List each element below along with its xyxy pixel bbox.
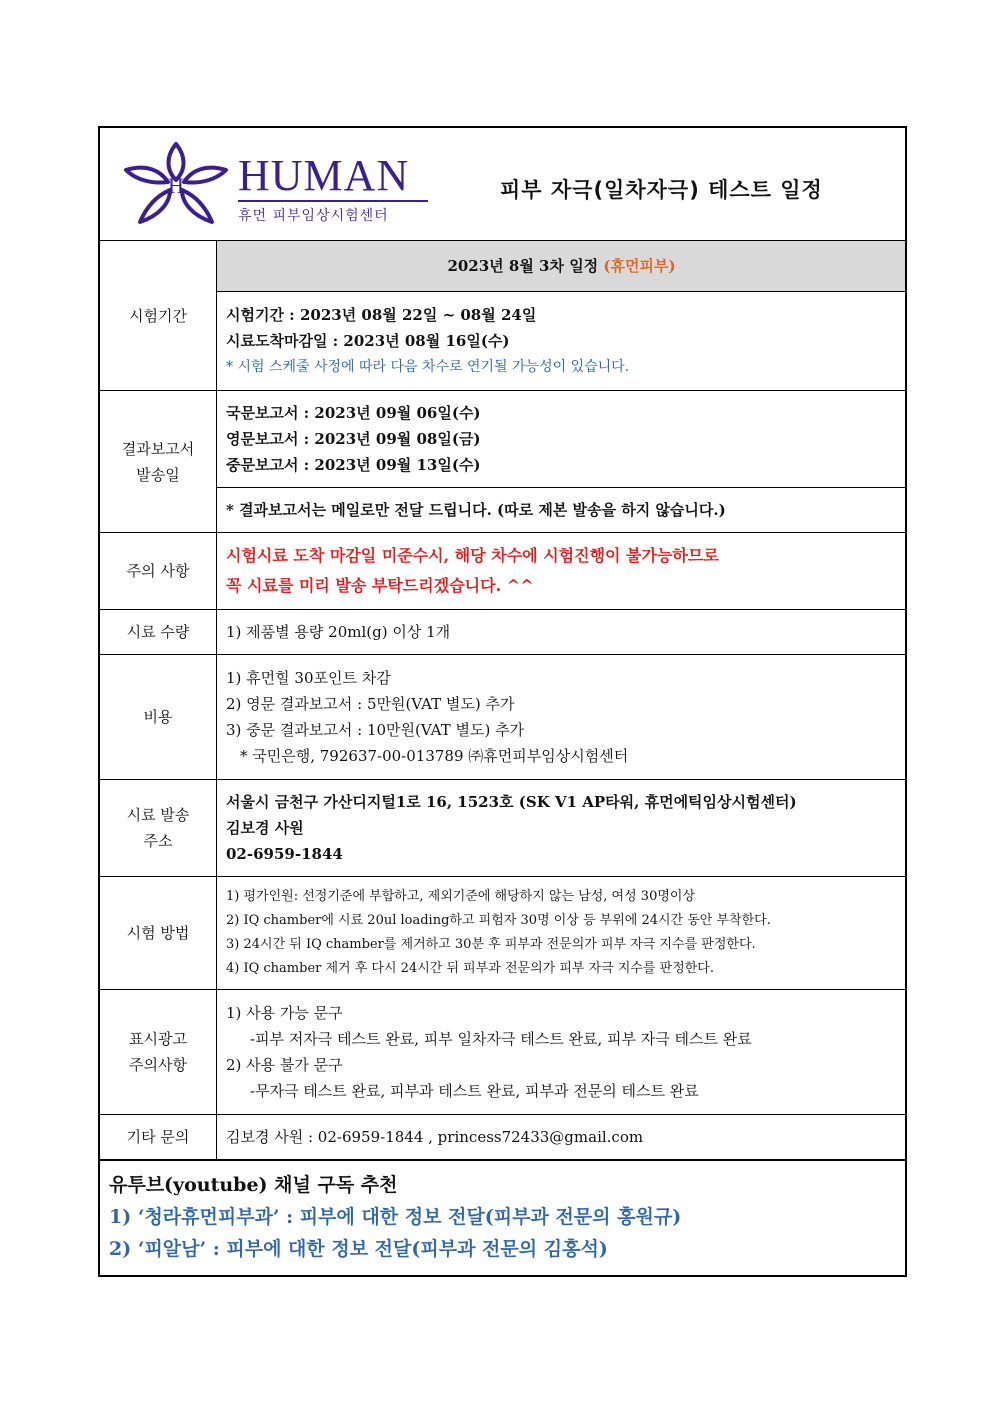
label-line: 결과보고서 (121, 439, 195, 458)
table-row (100, 533, 905, 610)
banner-highlight: (휴먼피부) (603, 257, 676, 275)
address-street: 서울시 금천구 가산디지털1로 16, 1523호 (SK V1 AP타워, 휴먼에틱임상시험센터) (226, 793, 797, 811)
ad-guidelines (217, 990, 906, 1115)
table-row (100, 610, 905, 655)
label-line: 시료 발송 (126, 806, 190, 824)
schedule-table (100, 241, 905, 1160)
brand-block (238, 151, 428, 225)
label-line: 발송일 (136, 465, 180, 484)
row-label: 시료 수량 (100, 610, 217, 655)
list-item: 2) 영문 결과보고서 : 5만원(VAT 별도) 추가 (226, 695, 515, 713)
row-label (100, 990, 217, 1115)
row-label (100, 780, 217, 877)
banner-text: 2023년 8월 3차 일정 (447, 257, 604, 275)
address-person: 김보경 사원 (226, 819, 304, 837)
caution-text (217, 533, 906, 610)
report-korean: 국문보고서 : 2023년 09월 06일(수) (226, 404, 481, 422)
sample-deadline: 시료도착마감일 : 2023년 08월 16일(수) (226, 332, 510, 350)
row-label: 기타 문의 (100, 1115, 217, 1160)
youtube-recommendation (100, 1160, 905, 1275)
allowed-title: 1) 사용 가능 문구 (226, 1004, 343, 1022)
caution-line: 시험시료 도착 마감일 미준수시, 해당 차수에 시험진행이 불가능하므로 (226, 546, 719, 565)
document-sheet (98, 126, 907, 1277)
report-note: * 결과보고서는 메일로만 전달 드립니다. (따로 제본 발송을 하지 않습니다.) (217, 488, 906, 533)
table-row (100, 1115, 905, 1160)
list-item: 1) 평가인원: 선정기준에 부합하고, 제외기준에 해당하지 않는 남성, 여성 30명이상 (226, 889, 696, 904)
list-item: 2) IQ chamber에 시료 20ul loading하고 피험자 30명 이상 등 부위에 24시간 동안 부착한다. (226, 913, 771, 928)
forbidden-title: 2) 사용 불가 문구 (226, 1056, 343, 1074)
bank-account: * 국민은행, 792637-00-013789 ㈜휴먼피부임상시험센터 (240, 747, 629, 765)
list-item: 4) IQ chamber 제거 후 다시 24시간 뒤 피부과 전문의가 피부 자극 지수를 판정한다. (226, 961, 714, 976)
row-label: 비용 (100, 655, 217, 780)
shipping-address (217, 780, 906, 877)
youtube-channel: 2) ‘피알남’ : 피부에 대한 정보 전달(피부과 전문의 김홍석) (109, 1238, 608, 1260)
row-label: 주의 사항 (100, 533, 217, 610)
row-label: 시험기간 (100, 241, 217, 391)
flower-logo-icon (122, 140, 230, 226)
label-line: 표시광고 (129, 1030, 187, 1048)
row-label (100, 391, 217, 533)
table-row (100, 241, 905, 292)
forbidden-phrases: -무자극 테스트 완료, 피부과 테스트 완료, 피부과 전문의 테스트 완료 (250, 1082, 699, 1100)
youtube-channel: 1) ‘청라휴먼피부과’ : 피부에 대한 정보 전달(피부과 전문의 홍원규) (109, 1206, 682, 1228)
logo-letter: H (168, 173, 184, 198)
schedule-note: * 시험 스케줄 사정에 따라 다음 차수로 연기될 가능성이 있습니다. (226, 359, 630, 375)
row-label: 시험 방법 (100, 877, 217, 990)
cost-list (217, 655, 906, 780)
report-dates (217, 391, 906, 488)
youtube-title: 유투브(youtube) 채널 구독 추천 (109, 1174, 398, 1196)
table-row (100, 990, 905, 1115)
test-period: 시험기간 : 2023년 08월 22일 ~ 08월 24일 (226, 306, 537, 324)
schedule-details (217, 292, 906, 391)
report-english: 영문보고서 : 2023년 09월 08일(금) (226, 430, 481, 448)
allowed-phrases: -피부 저자극 테스트 완료, 피부 일차자극 테스트 완료, 피부 자극 테스트 완료 (250, 1030, 752, 1048)
list-item: 1) 휴먼힐 30포인트 차감 (226, 669, 391, 687)
sample-quantity: 1) 제품별 용량 20ml(g) 이상 1개 (217, 610, 906, 655)
table-row (100, 780, 905, 877)
schedule-banner (217, 241, 906, 292)
label-line: 주의사항 (129, 1056, 187, 1074)
table-row (100, 292, 905, 391)
brand-name: HUMAN (238, 151, 410, 200)
brand-subtitle: 휴먼 피부임상시험센터 (238, 208, 389, 224)
contact-info: 김보경 사원 : 02-6959-1844 , princess72433@gmail.com (217, 1115, 906, 1160)
list-item: 3) 중문 결과보고서 : 10만원(VAT 별도) 추가 (226, 721, 525, 739)
document-header (100, 128, 905, 241)
table-row (100, 488, 905, 533)
label-line: 주소 (143, 832, 173, 850)
caution-line: 꼭 시료를 미리 발송 부탁드리겠습니다. ^^ (226, 576, 534, 595)
list-item: 3) 24시간 뒤 IQ chamber를 제거하고 30분 후 피부과 전문의가 피부 자극 지수를 판정한다. (226, 937, 756, 952)
table-row (100, 391, 905, 488)
table-row (100, 655, 905, 780)
report-chinese: 중문보고서 : 2023년 09월 13일(수) (226, 456, 481, 474)
table-row (100, 877, 905, 990)
method-steps (217, 877, 906, 990)
address-phone: 02-6959-1844 (226, 845, 343, 863)
document-title: 피부 자극(일차자극) 테스트 일정 (500, 178, 823, 202)
brand-divider (238, 200, 428, 202)
